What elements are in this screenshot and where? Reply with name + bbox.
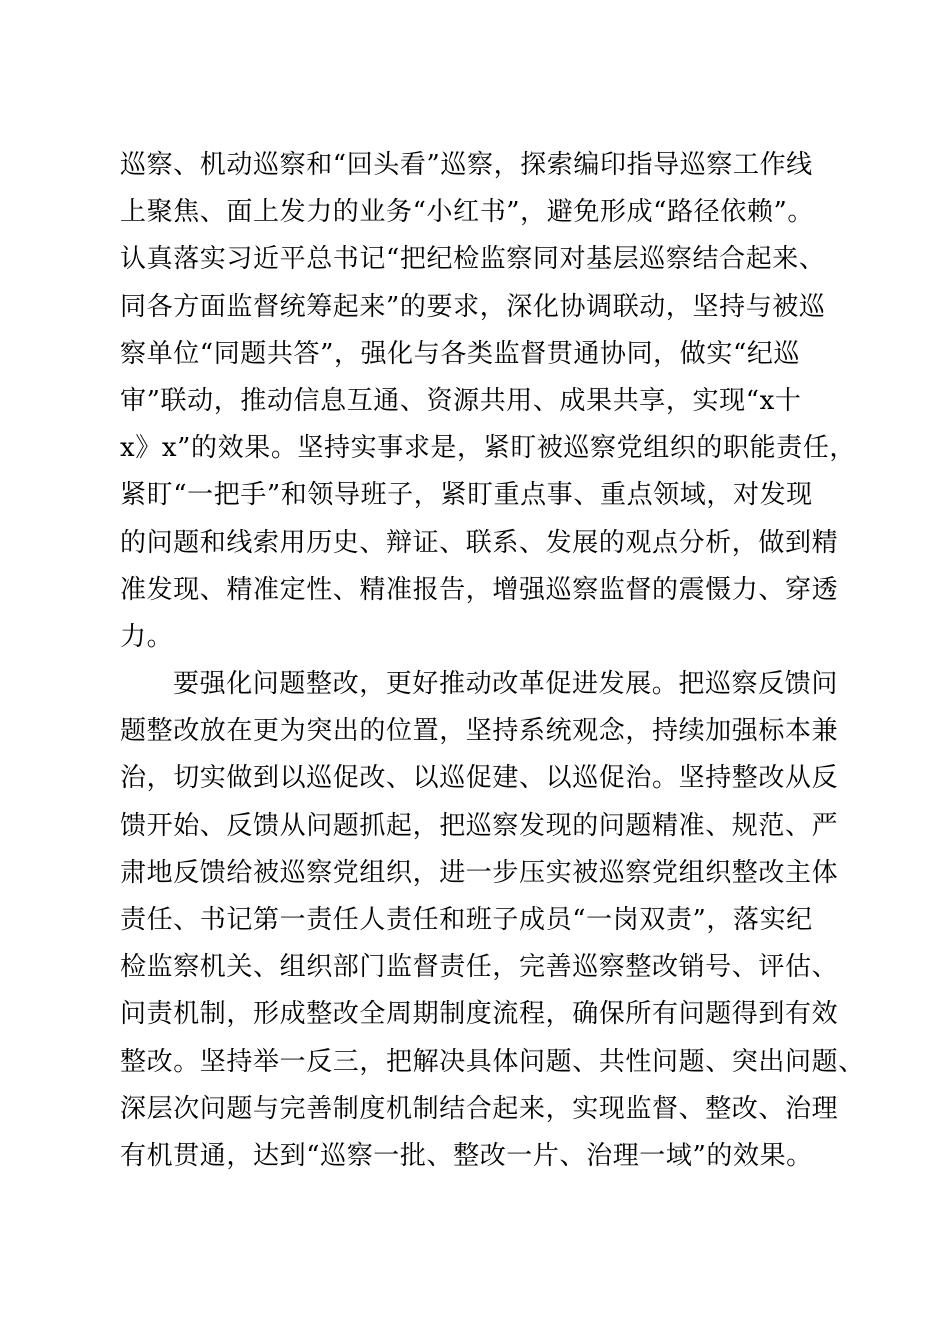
text-line: 准发现、精准定性、精准报告，增强巡察监督的震慑力、穿透 bbox=[120, 574, 839, 605]
text-line: 治，切实做到以巡促改、以巡促建、以巡促治。坚持整改从反 bbox=[120, 763, 839, 794]
text-line: 上聚焦、面上发力的业务“小红书”，避免形成“路径依赖”。 bbox=[120, 197, 814, 228]
text-line: 责任、书记第一责任人责任和班子成员“一岗双责”，落实纪 bbox=[120, 905, 813, 935]
text-line: 察单位“同题共答”，强化与各类监督贯通协同，做实“纪巡 bbox=[120, 338, 801, 369]
paragraph-1 bbox=[120, 142, 857, 661]
text-line: 肃地反馈给被巡察党组织，进一步压实被巡察党组织整改主体 bbox=[120, 857, 839, 888]
text-line: 巡察、机动巡察和“回头看”巡察，探索编印指导巡察工作线 bbox=[120, 150, 813, 180]
text-line: 题整改放在更为突出的位置，坚持系统观念，持续加强标本兼 bbox=[120, 716, 839, 747]
text-line-indented: 要强化问题整改，更好推动改革促进发展。把巡察反馈问 bbox=[173, 669, 839, 700]
text-line: 检监察机关、组织部门监督责任，完善巡察整改销号、评估、 bbox=[120, 952, 839, 983]
text-line: 力。 bbox=[120, 621, 174, 652]
text-line: 的问题和线索用历史、辩证、联系、发展的观点分析，做到精 bbox=[120, 527, 839, 558]
text-line: 馈开始、反馈从问题抓起，把巡察发现的问题精准、规范、严 bbox=[120, 810, 839, 841]
text-line: x》x”的效果。坚持实事求是，紧盯被巡察党组织的职能责任， bbox=[120, 433, 857, 464]
document-body bbox=[120, 142, 865, 1180]
text-line: 问责机制，形成整改全周期制度流程，确保所有问题得到有效 bbox=[120, 999, 839, 1030]
text-line: 审”联动，推动信息互通、资源共用、成果共享，实现“x十 bbox=[120, 385, 802, 416]
text-line: 同各方面监督统筹起来”的要求，深化协调联动，坚持与被巡 bbox=[120, 291, 826, 322]
text-line: 认真落实习近平总书记“把纪检监察同对基层巡察结合起来、 bbox=[120, 244, 826, 275]
text-line: 有机贯通，达到“巡察一批、整改一片、治理一域”的效果。 bbox=[120, 1140, 813, 1171]
text-line: 深层次问题与完善制度机制结合起来，实现监督、整改、治理 bbox=[120, 1093, 839, 1124]
text-line: 整改。坚持举一反三，把解决具体问题、共性问题、突出问题、 bbox=[120, 1046, 865, 1077]
paragraph-2 bbox=[120, 661, 865, 1180]
text-line: 紧盯“一把手”和领导班子，紧盯重点事、重点领域，对发现 bbox=[120, 480, 813, 511]
